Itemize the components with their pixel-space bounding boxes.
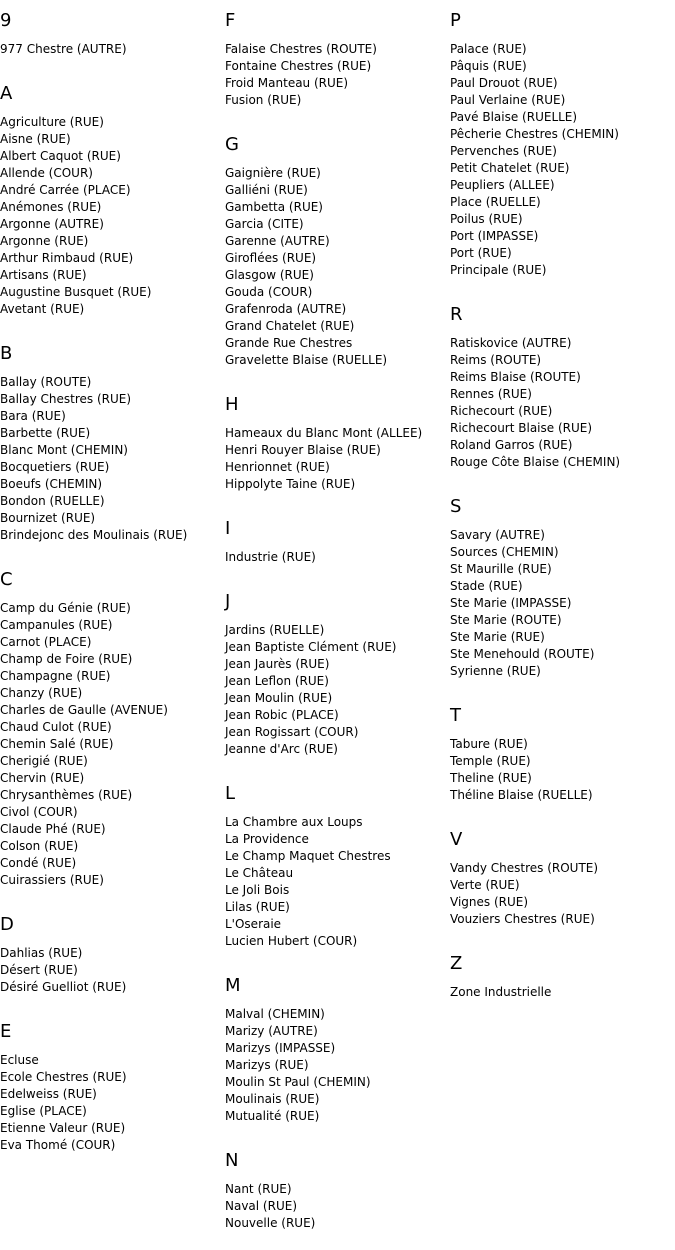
street-item: Verte (RUE) — [450, 878, 520, 892]
street-item: Palace (RUE) — [450, 42, 527, 56]
street-item: André Carrée (PLACE) — [0, 183, 131, 197]
street-item: Nant (RUE) — [225, 1182, 292, 1196]
street-item: Grande Rue Chestres — [225, 336, 353, 350]
letter-section — [450, 953, 675, 1001]
street-item: Paul Drouot (RUE) — [450, 76, 558, 90]
street-item: Jean Rogissart (COUR) — [225, 725, 359, 739]
street-item: Pâquis (RUE) — [450, 59, 527, 73]
street-item: Port (IMPASSE) — [450, 229, 539, 243]
street-list — [225, 622, 450, 758]
street-item: St Maurille (RUE) — [450, 562, 552, 576]
street-list — [450, 860, 675, 928]
street-item: Sources (CHEMIN) — [450, 545, 559, 559]
street-item: Ballay (ROUTE) — [0, 375, 92, 389]
section-letter-heading: R — [450, 304, 463, 325]
street-item: Pavé Blaise (RUELLE) — [450, 110, 578, 124]
street-item: Ecole Chestres (RUE) — [0, 1070, 127, 1084]
street-item: Chanzy (RUE) — [0, 686, 83, 700]
street-item: Le Champ Maquet Chestres — [225, 849, 391, 863]
street-item: Barbette (RUE) — [0, 426, 91, 440]
street-item: Argonne (RUE) — [0, 234, 89, 248]
section-letter-heading: P — [450, 10, 461, 31]
section-letter-heading: I — [225, 518, 231, 539]
street-item: Augustine Busquet (RUE) — [0, 285, 152, 299]
street-item: Désert (RUE) — [0, 963, 78, 977]
street-item: Stade (RUE) — [450, 579, 523, 593]
street-list — [0, 374, 225, 544]
section-letter-heading: E — [0, 1021, 12, 1042]
street-item: Port (RUE) — [450, 246, 512, 260]
street-item: Syrienne (RUE) — [450, 664, 541, 678]
letter-section — [225, 134, 450, 369]
letter-section — [450, 496, 675, 680]
street-item: Paul Verlaine (RUE) — [450, 93, 566, 107]
street-item: Marizys (IMPASSE) — [225, 1041, 336, 1055]
street-item: Richecourt (RUE) — [450, 404, 553, 418]
street-item: Bondon (RUELLE) — [0, 494, 105, 508]
section-letter-heading: J — [225, 591, 231, 612]
street-item: Temple (RUE) — [450, 754, 531, 768]
street-item: La Providence — [225, 832, 309, 846]
street-item: Marizys (RUE) — [225, 1058, 309, 1072]
street-list — [225, 165, 450, 369]
street-item: Civol (COUR) — [0, 805, 78, 819]
street-item: Vignes (RUE) — [450, 895, 529, 909]
street-item: Peupliers (ALLEE) — [450, 178, 555, 192]
street-item: L'Oseraie — [225, 917, 282, 931]
street-item: Lilas (RUE) — [225, 900, 290, 914]
street-item: Ecluse — [0, 1053, 39, 1067]
letter-section — [225, 783, 450, 950]
street-list — [225, 425, 450, 493]
street-item: Savary (AUTRE) — [450, 528, 545, 542]
street-item: Champagne (RUE) — [0, 669, 111, 683]
street-item: Claude Phé (RUE) — [0, 822, 106, 836]
section-letter-heading: M — [225, 975, 241, 996]
section-letter-heading: T — [450, 705, 461, 726]
street-list — [450, 527, 675, 680]
street-column-2 — [225, 0, 450, 1232]
street-item: Jardins (RUELLE) — [225, 623, 325, 637]
street-item: Lucien Hubert (COUR) — [225, 934, 358, 948]
street-list — [450, 736, 675, 804]
street-item: Fontaine Chestres (RUE) — [225, 59, 372, 73]
letter-section — [225, 10, 450, 109]
section-letter-heading: 9 — [0, 10, 12, 31]
street-item: Garenne (AUTRE) — [225, 234, 330, 248]
street-item: Arthur Rimbaud (RUE) — [0, 251, 134, 265]
street-item: Colson (RUE) — [0, 839, 79, 853]
street-item: Malval (CHEMIN) — [225, 1007, 325, 1021]
street-item: Ste Marie (RUE) — [450, 630, 545, 644]
street-list — [0, 945, 225, 996]
street-item: Hippolyte Taine (RUE) — [225, 477, 356, 491]
street-item: Brindejonc des Moulinais (RUE) — [0, 528, 188, 542]
street-item: Eva Thomé (COUR) — [0, 1138, 116, 1152]
street-item: Etienne Valeur (RUE) — [0, 1121, 126, 1135]
letter-section — [0, 343, 225, 544]
street-item: Bournizet (RUE) — [0, 511, 96, 525]
street-item: Grafenroda (AUTRE) — [225, 302, 347, 316]
letter-section — [225, 1150, 450, 1232]
street-item: Dahlias (RUE) — [0, 946, 83, 960]
street-item: Nouvelle (RUE) — [225, 1216, 316, 1230]
street-item: Carnot (PLACE) — [0, 635, 92, 649]
street-item: Blanc Mont (CHEMIN) — [0, 443, 128, 457]
street-item: Avetant (RUE) — [0, 302, 85, 316]
street-list — [450, 335, 675, 471]
street-item: Reims Blaise (ROUTE) — [450, 370, 581, 384]
letter-section — [450, 705, 675, 804]
letter-section — [0, 1021, 225, 1154]
street-item: Tabure (RUE) — [450, 737, 528, 751]
street-item: Petit Chatelet (RUE) — [450, 161, 570, 175]
section-letter-heading: N — [225, 1150, 239, 1171]
street-item: Agriculture (RUE) — [0, 115, 104, 129]
street-item: Le Château — [225, 866, 294, 880]
section-letter-heading: G — [225, 134, 239, 155]
street-item: Giroflées (RUE) — [225, 251, 317, 265]
street-item: Falaise Chestres (ROUTE) — [225, 42, 377, 56]
section-letter-heading: S — [450, 496, 462, 517]
street-item: Campanules (RUE) — [0, 618, 113, 632]
street-item: Henrionnet (RUE) — [225, 460, 330, 474]
street-item: Camp du Génie (RUE) — [0, 601, 131, 615]
street-item: Rouge Côte Blaise (CHEMIN) — [450, 455, 621, 469]
street-item: Jean Jaurès (RUE) — [225, 657, 330, 671]
street-item: Place (RUELLE) — [450, 195, 541, 209]
street-list — [225, 41, 450, 109]
street-item: Glasgow (RUE) — [225, 268, 314, 282]
street-item: Gouda (COUR) — [225, 285, 313, 299]
street-item: Jean Robic (PLACE) — [225, 708, 339, 722]
street-item: Rennes (RUE) — [450, 387, 532, 401]
letter-section — [225, 975, 450, 1125]
street-list — [450, 41, 675, 279]
street-item: Fusion (RUE) — [225, 93, 302, 107]
letter-section — [225, 518, 450, 566]
street-item: Cuirassiers (RUE) — [0, 873, 104, 887]
letter-section — [225, 394, 450, 493]
street-item: Eglise (PLACE) — [0, 1104, 87, 1118]
street-item: Charles de Gaulle (AVENUE) — [0, 703, 168, 717]
street-list — [0, 114, 225, 318]
section-letter-heading: Z — [450, 953, 463, 974]
street-item: Ste Menehould (ROUTE) — [450, 647, 595, 661]
street-item: Gambetta (RUE) — [225, 200, 323, 214]
street-item: Vouziers Chestres (RUE) — [450, 912, 595, 926]
letter-section — [450, 829, 675, 928]
street-item: Gravelette Blaise (RUELLE) — [225, 353, 388, 367]
street-item: Allende (COUR) — [0, 166, 93, 180]
street-item: Bocquetiers (RUE) — [0, 460, 110, 474]
street-item: Garcia (CITE) — [225, 217, 304, 231]
section-letter-heading: C — [0, 569, 13, 590]
street-list — [225, 814, 450, 950]
letter-section — [225, 591, 450, 758]
section-letter-heading: V — [450, 829, 463, 850]
street-item: Roland Garros (RUE) — [450, 438, 573, 452]
street-item: Zone Industrielle — [450, 985, 552, 999]
street-item: Boeufs (CHEMIN) — [0, 477, 103, 491]
street-item: Artisans (RUE) — [0, 268, 87, 282]
street-item: Jean Baptiste Clément (RUE) — [225, 640, 397, 654]
street-item: Albert Caquot (RUE) — [0, 149, 121, 163]
street-item: Ste Marie (IMPASSE) — [450, 596, 572, 610]
section-letter-heading: B — [0, 343, 13, 364]
street-column-1 — [0, 0, 225, 1154]
street-item: Mutualité (RUE) — [225, 1109, 320, 1123]
street-item: Pêcherie Chestres (CHEMIN) — [450, 127, 619, 141]
street-item: Reims (ROUTE) — [450, 353, 542, 367]
street-item: Ballay Chestres (RUE) — [0, 392, 132, 406]
street-item: Ratiskovice (AUTRE) — [450, 336, 572, 350]
street-item: Désiré Guelliot (RUE) — [0, 980, 127, 994]
street-item: Galliéni (RUE) — [225, 183, 308, 197]
street-list — [0, 600, 225, 889]
street-list — [225, 1181, 450, 1232]
letter-section — [0, 10, 225, 58]
street-list — [225, 1006, 450, 1125]
street-item: Grand Chatelet (RUE) — [225, 319, 355, 333]
section-letter-heading: A — [0, 83, 13, 104]
street-item: Edelweiss (RUE) — [0, 1087, 97, 1101]
street-item: Aisne (RUE) — [0, 132, 71, 146]
street-item: Richecourt Blaise (RUE) — [450, 421, 593, 435]
street-item: Chrysanthèmes (RUE) — [0, 788, 133, 802]
street-item: Froid Manteau (RUE) — [225, 76, 349, 90]
street-item: Argonne (AUTRE) — [0, 217, 104, 231]
letter-section — [450, 304, 675, 471]
street-item: Chaud Culot (RUE) — [0, 720, 112, 734]
street-item: Industrie (RUE) — [225, 550, 316, 564]
street-item: Jeanne d'Arc (RUE) — [225, 742, 338, 756]
street-item: Bara (RUE) — [0, 409, 66, 423]
street-item: La Chambre aux Loups — [225, 815, 363, 829]
street-item: Chemin Salé (RUE) — [0, 737, 114, 751]
street-item: Pervenches (RUE) — [450, 144, 557, 158]
street-item: Moulin St Paul (CHEMIN) — [225, 1075, 371, 1089]
street-item: Henri Rouyer Blaise (RUE) — [225, 443, 381, 457]
street-item: Jean Leflon (RUE) — [225, 674, 329, 688]
street-item: Vandy Chestres (ROUTE) — [450, 861, 599, 875]
street-item: Naval (RUE) — [225, 1199, 297, 1213]
street-item: Theline (RUE) — [450, 771, 532, 785]
street-item: Chervin (RUE) — [0, 771, 85, 785]
letter-section — [0, 914, 225, 996]
section-letter-heading: H — [225, 394, 239, 415]
street-list — [225, 549, 450, 566]
street-item: Marizy (AUTRE) — [225, 1024, 318, 1038]
street-list — [0, 1052, 225, 1154]
street-item: Gaignière (RUE) — [225, 166, 321, 180]
street-item: Moulinais (RUE) — [225, 1092, 320, 1106]
street-item: Théline Blaise (RUELLE) — [450, 788, 593, 802]
street-list — [450, 984, 675, 1001]
section-letter-heading: L — [225, 783, 236, 804]
section-letter-heading: F — [225, 10, 236, 31]
street-item: 977 Chestre (AUTRE) — [0, 42, 127, 56]
street-item: Poilus (RUE) — [450, 212, 523, 226]
letter-section — [0, 83, 225, 318]
street-item: Principale (RUE) — [450, 263, 547, 277]
street-item: Anémones (RUE) — [0, 200, 102, 214]
street-item: Condé (RUE) — [0, 856, 77, 870]
street-list — [0, 41, 225, 58]
street-item: Ste Marie (ROUTE) — [450, 613, 562, 627]
street-item: Champ de Foire (RUE) — [0, 652, 133, 666]
letter-section — [450, 10, 675, 279]
letter-section — [0, 569, 225, 889]
street-item: Cherigié (RUE) — [0, 754, 88, 768]
section-letter-heading: D — [0, 914, 14, 935]
street-column-3 — [450, 0, 675, 1001]
street-item: Hameaux du Blanc Mont (ALLEE) — [225, 426, 423, 440]
street-item: Jean Moulin (RUE) — [225, 691, 333, 705]
street-item: Le Joli Bois — [225, 883, 290, 897]
